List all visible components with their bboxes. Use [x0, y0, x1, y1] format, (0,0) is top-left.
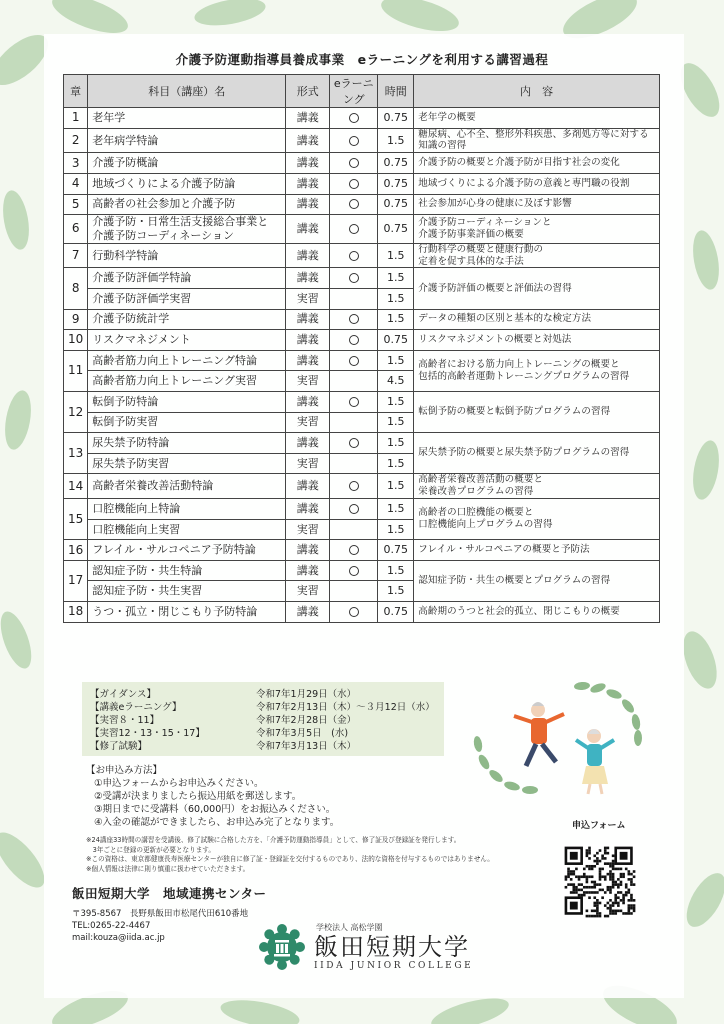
subject-name: 介護予防概論 — [88, 153, 286, 174]
application-step: ②受講が決まりましたら振込用紙を郵送します。 — [94, 791, 302, 802]
format-cell: 講義 — [286, 602, 330, 623]
header-chapter: 章 — [64, 75, 88, 108]
description-line: 介護予防の概要と介護予防が目指す社会の変化 — [418, 157, 620, 169]
content-description — [414, 128, 660, 153]
hours-cell: 1.5 — [378, 581, 414, 602]
hours-cell: 0.75 — [378, 215, 414, 244]
table-row — [64, 128, 660, 153]
subject-name-line: 介護予防コーディネーション — [92, 228, 234, 242]
format-cell: 実習 — [286, 581, 330, 602]
note-line: ※この資格は、東京都健康長寿医療センターが独自に修了証・登録証を交付するものであり、法的な資格を付与するものではありません。 — [86, 855, 494, 863]
chapter-number: 9 — [64, 309, 88, 330]
chapter-number: 8 — [64, 268, 88, 309]
format-cell: 実習 — [286, 288, 330, 309]
header-hours: 時間 — [378, 75, 414, 108]
contact-block — [72, 884, 267, 944]
description-line: 包括的高齢者運動トレーニングプログラムの習得 — [418, 370, 630, 382]
elearning-circle-icon — [349, 273, 359, 283]
description-line: 定着を促す具体的な手法 — [418, 255, 524, 267]
schedule-label: 【実習８・11】 — [90, 714, 160, 726]
table-row — [64, 108, 660, 129]
format-cell: 実習 — [286, 453, 330, 474]
center-address — [72, 908, 267, 944]
format-cell: 講義 — [286, 243, 330, 268]
elearning-circle-icon — [349, 356, 359, 366]
application-heading: 【お申込み方法】 — [86, 765, 163, 776]
subject-name: 高齢者栄養改善活動特論 — [88, 474, 286, 499]
content-description — [414, 243, 660, 268]
hours-cell: 4.5 — [378, 371, 414, 392]
schedule-row — [90, 699, 436, 712]
format-cell: 講義 — [286, 433, 330, 454]
subject-name: フレイル・サルコペニア予防特論 — [88, 540, 286, 561]
hours-cell: 0.75 — [378, 602, 414, 623]
hours-cell: 1.5 — [378, 499, 414, 520]
center-name: 飯田短期大学 地域連携センター — [72, 886, 267, 901]
content-description — [414, 173, 660, 194]
chapter-number: 12 — [64, 391, 88, 432]
table-row — [64, 309, 660, 330]
description-line: 行動科学の概要と健康行動の — [418, 243, 544, 255]
subject-name: 行動科学特論 — [88, 243, 286, 268]
header-subject: 科目（講座）名 — [88, 75, 286, 108]
qr-label: 申込フォーム — [572, 821, 626, 831]
schedule-box — [82, 682, 444, 756]
elearning-cell — [330, 268, 378, 289]
college-logo — [258, 922, 473, 971]
hours-cell: 1.5 — [378, 560, 414, 581]
schedule-label: 【講義eラーニング】 — [90, 701, 182, 713]
content-description — [414, 560, 660, 601]
elearning-cell — [330, 540, 378, 561]
content-description — [414, 268, 660, 309]
page-title: 介護予防運動指導員養成事業 eラーニングを利用する講習過程 — [175, 52, 549, 67]
table-row — [64, 391, 660, 412]
schedule-row — [90, 686, 436, 699]
elearning-circle-icon — [349, 199, 359, 209]
format-cell: 講義 — [286, 391, 330, 412]
table-row — [64, 602, 660, 623]
hours-cell: 0.75 — [378, 108, 414, 129]
subject-name: 老年学 — [88, 108, 286, 129]
table-row — [64, 350, 660, 371]
chapter-number: 1 — [64, 108, 88, 129]
chapter-number: 18 — [64, 602, 88, 623]
schedule-date: 令和7年2月13日（木）～３月12日（水） — [256, 701, 435, 713]
chapter-number: 17 — [64, 560, 88, 601]
elearning-cell — [330, 153, 378, 174]
description-line: 栄養改善プログラムの習得 — [418, 486, 534, 498]
hours-cell: 1.5 — [378, 412, 414, 433]
format-cell: 講義 — [286, 474, 330, 499]
hours-cell: 1.5 — [378, 391, 414, 412]
subject-name-line: 介護予防・日常生活支援総合事業と — [92, 215, 269, 229]
description-line: 糖尿病、心不全、整形外科疾患、多剤処方等に対する — [418, 128, 649, 140]
hours-cell: 0.75 — [378, 330, 414, 351]
elearning-circle-icon — [349, 158, 359, 168]
course-table — [63, 74, 660, 623]
description-line: 口腔機能向上プログラムの習得 — [418, 519, 553, 531]
description-line: 認知症予防・共生の概要とプログラムの習得 — [418, 575, 611, 586]
content-description — [414, 194, 660, 215]
format-cell: 実習 — [286, 412, 330, 433]
chapter-number: 3 — [64, 153, 88, 174]
application-step: ①申込フォームからお申込みください。 — [94, 778, 264, 789]
elearning-cell — [330, 453, 378, 474]
elearning-cell — [330, 474, 378, 499]
subject-name: 介護予防統計学 — [88, 309, 286, 330]
format-cell: 講義 — [286, 128, 330, 153]
description-line: 介護予防コーディネーションと — [418, 217, 552, 228]
description-line: 高齢者栄養改善活動の概要と — [418, 474, 544, 486]
elearning-cell — [330, 433, 378, 454]
content-description — [414, 215, 660, 244]
header-content: 内 容 — [414, 75, 660, 108]
format-cell: 講義 — [286, 540, 330, 561]
hours-cell: 1.5 — [378, 350, 414, 371]
schedule-label: 【修了試験】 — [90, 740, 148, 752]
hours-cell: 1.5 — [378, 453, 414, 474]
header-elearning: eラーニング — [330, 75, 378, 108]
application-form-qr-code[interactable] — [562, 844, 638, 920]
hours-cell: 1.5 — [378, 288, 414, 309]
elearning-cell — [330, 173, 378, 194]
elearning-circle-icon — [349, 113, 359, 123]
content-description — [414, 433, 660, 474]
elearning-cell — [330, 560, 378, 581]
subject-name: 高齢者筋力向上トレーニング実習 — [88, 371, 286, 392]
elearning-cell — [330, 391, 378, 412]
email-address[interactable]: mail:kouza@iida.ac.jp — [72, 933, 165, 943]
schedule-date: 令和7年1月29日（水） — [256, 688, 357, 700]
subject-name: 尿失禁予防実習 — [88, 453, 286, 474]
content-description — [414, 153, 660, 174]
elearning-cell — [330, 215, 378, 244]
dancing-seniors-illustration — [448, 674, 648, 804]
application-method — [86, 764, 506, 829]
header-format: 形式 — [286, 75, 330, 108]
elearning-circle-icon — [349, 607, 359, 617]
chapter-number: 14 — [64, 474, 88, 499]
hours-cell: 0.75 — [378, 540, 414, 561]
description-line: 地域づくりによる介護予防の意義と専門職の役割 — [418, 177, 630, 189]
content-description — [414, 108, 660, 129]
chapter-number: 4 — [64, 173, 88, 194]
table-row — [64, 433, 660, 454]
college-emblem-icon — [258, 923, 306, 971]
elearning-cell — [330, 330, 378, 351]
subject-name: 口腔機能向上特論 — [88, 499, 286, 520]
description-line: 介護予防評価の概要と評価法の習得 — [418, 282, 572, 294]
table-row — [64, 540, 660, 561]
table-body — [64, 108, 660, 623]
elearning-circle-icon — [349, 314, 359, 324]
table-row — [64, 560, 660, 581]
hours-cell: 1.5 — [378, 433, 414, 454]
elearning-cell — [330, 499, 378, 520]
elearning-circle-icon — [349, 481, 359, 491]
elearning-cell — [330, 128, 378, 153]
content-description — [414, 474, 660, 499]
table-row — [64, 499, 660, 520]
schedule-date: 令和7年3月13日（木） — [256, 740, 357, 752]
logo-name: 飯田短期大学 — [314, 933, 470, 961]
elearning-cell — [330, 108, 378, 129]
chapter-number: 10 — [64, 330, 88, 351]
format-cell: 講義 — [286, 194, 330, 215]
elearning-cell — [330, 519, 378, 540]
elearning-circle-icon — [349, 224, 359, 234]
table-row — [64, 474, 660, 499]
content-description — [414, 540, 660, 561]
chapter-number: 7 — [64, 243, 88, 268]
format-cell: 講義 — [286, 560, 330, 581]
subject-name: 転倒予防実習 — [88, 412, 286, 433]
schedule-label: 【ガイダンス】 — [90, 688, 157, 700]
format-cell: 講義 — [286, 215, 330, 244]
subject-name: 高齢者の社会参加と介護予防 — [88, 194, 286, 215]
elearning-cell — [330, 602, 378, 623]
chapter-number: 11 — [64, 350, 88, 391]
hours-cell: 1.5 — [378, 268, 414, 289]
schedule-label: 【実習12・13・15・17】 — [90, 727, 205, 739]
subject-name: 認知症予防・共生実習 — [88, 581, 286, 602]
subject-name: 高齢者筋力向上トレーニング特論 — [88, 350, 286, 371]
hours-cell: 1.5 — [378, 519, 414, 540]
content-description — [414, 350, 660, 391]
format-cell: 講義 — [286, 153, 330, 174]
description-line: 尿失禁予防の概要と尿失禁予防プログラムの習得 — [418, 447, 630, 459]
subject-name: 老年病学特論 — [88, 128, 286, 153]
description-line: データの種類の区別と基本的な検定方法 — [418, 313, 592, 325]
format-cell: 講義 — [286, 499, 330, 520]
table-row — [64, 330, 660, 351]
subject-name — [88, 215, 286, 244]
elearning-circle-icon — [349, 136, 359, 146]
description-line: リスクマネジメントの概要と対処法 — [418, 334, 572, 346]
elearning-cell — [330, 412, 378, 433]
notes — [86, 836, 546, 874]
subject-name: リスクマネジメント — [88, 330, 286, 351]
elearning-cell — [330, 581, 378, 602]
postal-address: 〒395-8567 長野県飯田市松尾代田610番地 — [72, 909, 249, 919]
format-cell: 講義 — [286, 173, 330, 194]
content-description — [414, 602, 660, 623]
description-line: 知識の習得 — [418, 140, 467, 152]
description-line: 高齢者における筋力向上トレーニングの概要と — [418, 358, 620, 370]
elearning-cell — [330, 194, 378, 215]
format-cell: 講義 — [286, 309, 330, 330]
subject-name: 地域づくりによる介護予防論 — [88, 173, 286, 194]
note-line: 3年ごとに登録の更新が必要となります。 — [86, 845, 215, 854]
schedule-date: 令和7年2月28日（金） — [256, 714, 357, 726]
format-cell: 講義 — [286, 330, 330, 351]
hours-cell: 0.75 — [378, 173, 414, 194]
elearning-circle-icon — [349, 335, 359, 345]
logo-subtitle: 学校法人 高松学園 — [316, 923, 383, 932]
schedule-row — [90, 738, 436, 751]
table-row — [64, 194, 660, 215]
elearning-circle-icon — [349, 545, 359, 555]
hours-cell: 1.5 — [378, 243, 414, 268]
table-row — [64, 215, 660, 244]
subject-name: うつ・孤立・閉じこもり予防特論 — [88, 602, 286, 623]
chapter-number: 2 — [64, 128, 88, 153]
schedule-row — [90, 712, 436, 725]
hours-cell: 1.5 — [378, 128, 414, 153]
application-step: ④入金の確認ができましたら、お申込み完了となります。 — [94, 817, 340, 828]
chapter-number: 6 — [64, 215, 88, 244]
chapter-number: 5 — [64, 194, 88, 215]
elearning-cell — [330, 243, 378, 268]
subject-name: 認知症予防・共生特論 — [88, 560, 286, 581]
hours-cell: 0.75 — [378, 153, 414, 174]
description-line: 高齢者の口腔機能の概要と — [418, 507, 534, 519]
elearning-cell — [330, 309, 378, 330]
format-cell: 講義 — [286, 350, 330, 371]
chapter-number: 16 — [64, 540, 88, 561]
hours-cell: 1.5 — [378, 309, 414, 330]
description-line: 介護予防事業評価の概要 — [418, 228, 524, 240]
table-row — [64, 268, 660, 289]
content-description — [414, 309, 660, 330]
schedule-row — [90, 725, 436, 738]
elearning-circle-icon — [349, 251, 359, 261]
hours-cell: 0.75 — [378, 194, 414, 215]
elearning-circle-icon — [349, 397, 359, 407]
content-description — [414, 330, 660, 351]
table-row — [64, 153, 660, 174]
subject-name: 介護予防評価学実習 — [88, 288, 286, 309]
hours-cell: 1.5 — [378, 474, 414, 499]
format-cell: 実習 — [286, 371, 330, 392]
table-header-row — [64, 75, 660, 108]
subject-name: 口腔機能向上実習 — [88, 519, 286, 540]
elearning-circle-icon — [349, 566, 359, 576]
note-line: ※個人情報は法律に則り慎重に扱わせていただきます。 — [86, 864, 250, 873]
chapter-number: 15 — [64, 499, 88, 540]
format-cell: 実習 — [286, 519, 330, 540]
elearning-circle-icon — [349, 179, 359, 189]
application-step: ③期日までに受講料（60,000円）をお振込みください。 — [94, 804, 336, 815]
description-line: フレイル・サルコペニアの概要と予防法 — [418, 544, 590, 556]
schedule-date: 令和7年3月5日 (水) — [256, 727, 349, 739]
elearning-cell — [330, 350, 378, 371]
subject-name: 介護予防評価学特論 — [88, 268, 286, 289]
chapter-number: 13 — [64, 433, 88, 474]
content-description — [414, 391, 660, 432]
table-row — [64, 173, 660, 194]
logo-english-name: IIDA JUNIOR COLLEGE — [314, 961, 474, 971]
content-description — [414, 499, 660, 540]
table-row — [64, 243, 660, 268]
subject-name: 尿失禁予防特論 — [88, 433, 286, 454]
elearning-circle-icon — [349, 438, 359, 448]
format-cell: 講義 — [286, 268, 330, 289]
elearning-circle-icon — [349, 504, 359, 514]
description-line: 老年学の概要 — [418, 111, 476, 123]
elearning-cell — [330, 288, 378, 309]
description-line: 社会参加が心身の健康に及ぼす影響 — [418, 198, 572, 210]
elearning-cell — [330, 371, 378, 392]
subject-name: 転倒予防特論 — [88, 391, 286, 412]
format-cell: 講義 — [286, 108, 330, 129]
note-line: ※24講座33時間の講習を受講後、修了試験に合格した方を、「介護予防運動指導員」として、修了証及び登録証を発行します。 — [86, 836, 461, 844]
phone-number: TEL:0265-22-4467 — [72, 921, 151, 931]
description-line: 高齢期のうつと社会的孤立、閉じこもりの概要 — [418, 605, 620, 617]
description-line: 転倒予防の概要と転倒予防プログラムの習得 — [418, 406, 611, 418]
